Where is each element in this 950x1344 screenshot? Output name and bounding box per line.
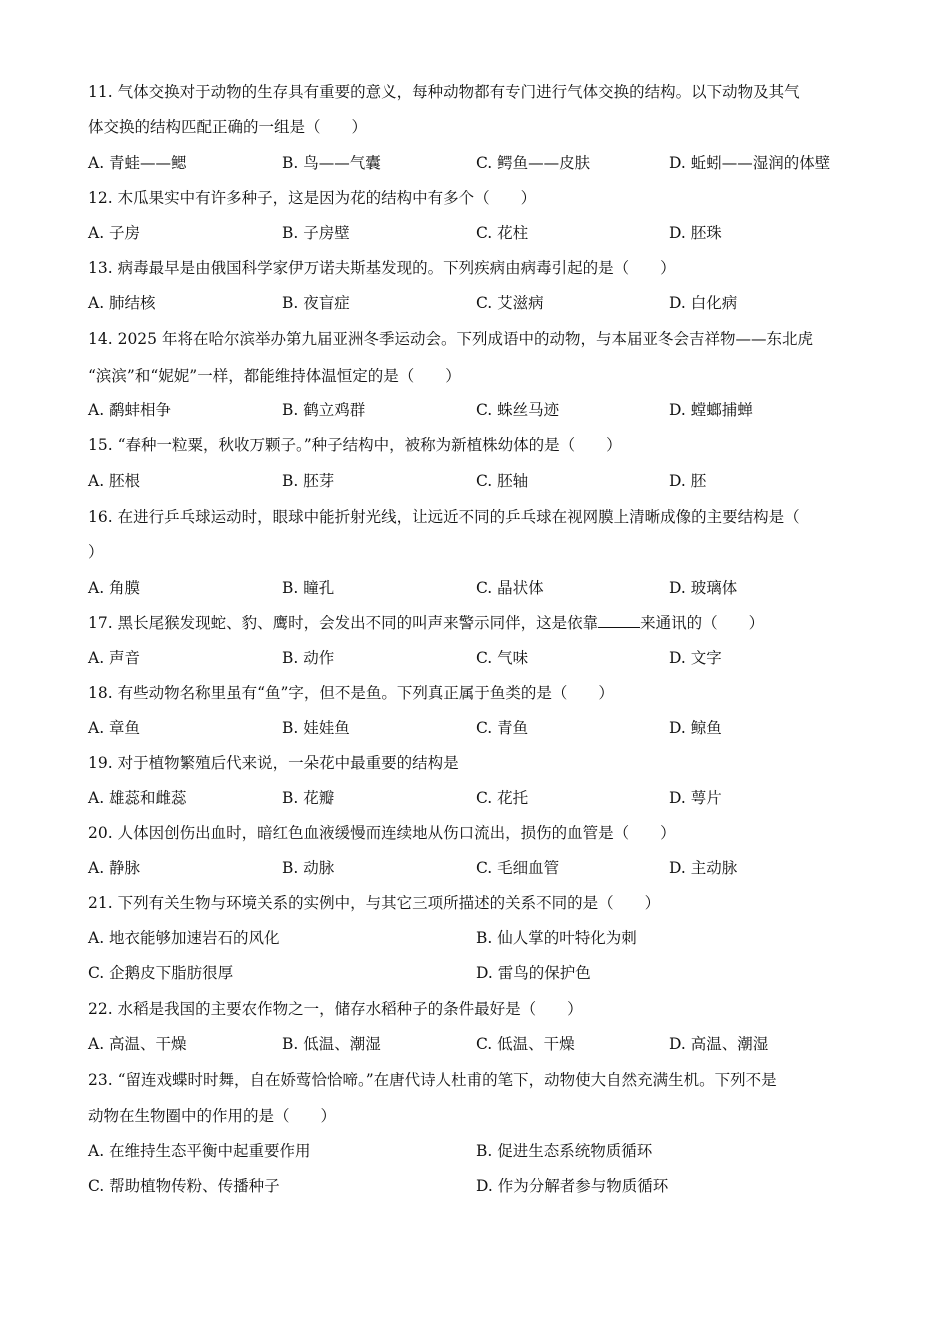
question-19-option-a[interactable]: A. 雄蕊和雌蕊: [88, 789, 187, 807]
question-17-option-d[interactable]: D. 文字: [669, 649, 722, 667]
question-16-option-a[interactable]: A. 角膜: [88, 579, 141, 597]
question-17-stem-part-1: 17. 黑长尾猴发现蛇、豹、鹰时，会发出不同的叫声来警示同伴，这是依靠: [88, 614, 599, 632]
question-17-option-b[interactable]: B. 动作: [282, 649, 335, 667]
question-11-option-b[interactable]: B. 鸟——气囊: [282, 154, 381, 172]
question-23-option-b[interactable]: B. 促进生态系统物质循环: [476, 1142, 653, 1160]
question-12-option-b[interactable]: B. 子房壁: [282, 224, 350, 242]
question-15-option-c[interactable]: C. 胚轴: [476, 472, 529, 490]
question-11-stem-line-2: 体交换的结构匹配正确的一组是（ ）: [88, 118, 368, 136]
question-19-option-d[interactable]: D. 萼片: [669, 789, 722, 807]
question-17-stem-part-2: 来通讯的（ ）: [640, 614, 765, 632]
question-14-option-b[interactable]: B. 鹤立鸡群: [282, 401, 366, 419]
question-14-option-d[interactable]: D. 螳螂捕蝉: [669, 401, 753, 419]
question-20-option-b[interactable]: B. 动脉: [282, 859, 335, 877]
question-16-option-d[interactable]: D. 玻璃体: [669, 579, 738, 597]
question-21-option-b[interactable]: B. 仙人掌的叶特化为刺: [476, 929, 637, 947]
question-22-option-c[interactable]: C. 低温、干燥: [476, 1035, 575, 1053]
question-23-option-c[interactable]: C. 帮助植物传粉、传播种子: [88, 1177, 280, 1195]
question-23-option-a[interactable]: A. 在维持生态平衡中起重要作用: [88, 1142, 311, 1160]
question-14-option-c[interactable]: C. 蛛丝马迹: [476, 401, 560, 419]
question-11-option-c[interactable]: C. 鳄鱼——皮肤: [476, 154, 591, 172]
question-17-option-c[interactable]: C. 气味: [476, 649, 529, 667]
question-22-stem: 22. 水稻是我国的主要农作物之一，储存水稻种子的条件最好是（ ）: [88, 1000, 583, 1018]
question-14-stem-line-1: 14. 2025 年将在哈尔滨举办第九届亚洲冬季运动会。下列成语中的动物，与本届亚冬会吉祥物——东北虎: [88, 330, 813, 348]
question-21-stem: 21. 下列有关生物与环境关系的实例中，与其它三项所描述的关系不同的是（ ）: [88, 894, 661, 912]
question-20-option-c[interactable]: C. 毛细血管: [476, 859, 560, 877]
question-19-option-b[interactable]: B. 花瓣: [282, 789, 335, 807]
question-13-option-c[interactable]: C. 艾滋病: [476, 294, 544, 312]
question-23-option-d[interactable]: D. 作为分解者参与物质循环: [476, 1177, 669, 1195]
question-14-option-a[interactable]: A. 鹬蚌相争: [88, 401, 172, 419]
question-11-stem-line-1: 11. 气体交换对于动物的生存具有重要的意义，每种动物都有专门进行气体交换的结构。以下动物及其气: [88, 83, 800, 101]
question-21-option-a[interactable]: A. 地衣能够加速岩石的风化: [88, 929, 280, 947]
question-19-option-c[interactable]: C. 花托: [476, 789, 529, 807]
question-13-option-b[interactable]: B. 夜盲症: [282, 294, 350, 312]
question-15-option-d[interactable]: D. 胚: [669, 472, 707, 490]
question-23-stem-line-2: 动物在生物圈中的作用的是（ ）: [88, 1107, 337, 1125]
question-13-option-d[interactable]: D. 白化病: [669, 294, 738, 312]
question-12-option-d[interactable]: D. 胚珠: [669, 224, 722, 242]
question-22-option-d[interactable]: D. 高温、潮湿: [669, 1035, 769, 1053]
question-15-stem: 15. “春种一粒粟，秋收万颗子。”种子结构中，被称为新植株幼体的是（ ）: [88, 436, 622, 454]
question-18-stem: 18. 有些动物名称里虽有“鱼”字，但不是鱼。下列真正属于鱼类的是（ ）: [88, 684, 614, 702]
question-11-option-a[interactable]: A. 青蛙——鳃: [88, 154, 187, 172]
question-23-stem-line-1: 23. “留连戏蝶时时舞，自在娇莺恰恰啼。”在唐代诗人杜甫的笔下，动物使大自然充满生机。下列不是: [88, 1071, 777, 1089]
question-18-option-c[interactable]: C. 青鱼: [476, 719, 529, 737]
question-14-stem-line-2: “滨滨”和“妮妮”一样，都能维持体温恒定的是（ ）: [88, 367, 461, 385]
question-12-stem: 12. 木瓜果实中有许多种子，这是因为花的结构中有多个（ ）: [88, 189, 537, 207]
question-13-option-a[interactable]: A. 肺结核: [88, 294, 156, 312]
question-15-option-b[interactable]: B. 胚芽: [282, 472, 335, 490]
question-20-stem: 20. 人体因创伤出血时，暗红色血液缓慢而连续地从伤口流出，损伤的血管是（ ）: [88, 824, 676, 842]
question-16-stem-line-2: ）: [88, 543, 104, 561]
question-16-stem-line-1: 16. 在进行乒乓球运动时，眼球中能折射光线，让远近不同的乒乓球在视网膜上清晰成像的主要结构是（: [88, 508, 800, 526]
question-11-option-d[interactable]: D. 蚯蚓——湿润的体壁: [669, 154, 831, 172]
question-17-stem: [88, 613, 764, 633]
fill-in-blank: [598, 613, 640, 628]
question-17-option-a[interactable]: A. 声音: [88, 649, 141, 667]
question-18-option-b[interactable]: B. 娃娃鱼: [282, 719, 350, 737]
question-18-option-a[interactable]: A. 章鱼: [88, 719, 141, 737]
question-20-option-d[interactable]: D. 主动脉: [669, 859, 738, 877]
question-22-option-b[interactable]: B. 低温、潮湿: [282, 1035, 381, 1053]
question-16-option-b[interactable]: B. 瞳孔: [282, 579, 335, 597]
question-12-option-a[interactable]: A. 子房: [88, 224, 141, 242]
question-20-option-a[interactable]: A. 静脉: [88, 859, 141, 877]
question-18-option-d[interactable]: D. 鲸鱼: [669, 719, 722, 737]
question-19-stem: 19. 对于植物繁殖后代来说，一朵花中最重要的结构是: [88, 754, 459, 772]
question-21-option-c[interactable]: C. 企鹅皮下脂肪很厚: [88, 964, 234, 982]
question-22-option-a[interactable]: A. 高温、干燥: [88, 1035, 187, 1053]
question-12-option-c[interactable]: C. 花柱: [476, 224, 529, 242]
question-16-option-c[interactable]: C. 晶状体: [476, 579, 544, 597]
question-21-option-d[interactable]: D. 雷鸟的保护色: [476, 964, 591, 982]
question-15-option-a[interactable]: A. 胚根: [88, 472, 141, 490]
question-13-stem: 13. 病毒最早是由俄国科学家伊万诺夫斯基发现的。下列疾病由病毒引起的是（ ）: [88, 259, 676, 277]
